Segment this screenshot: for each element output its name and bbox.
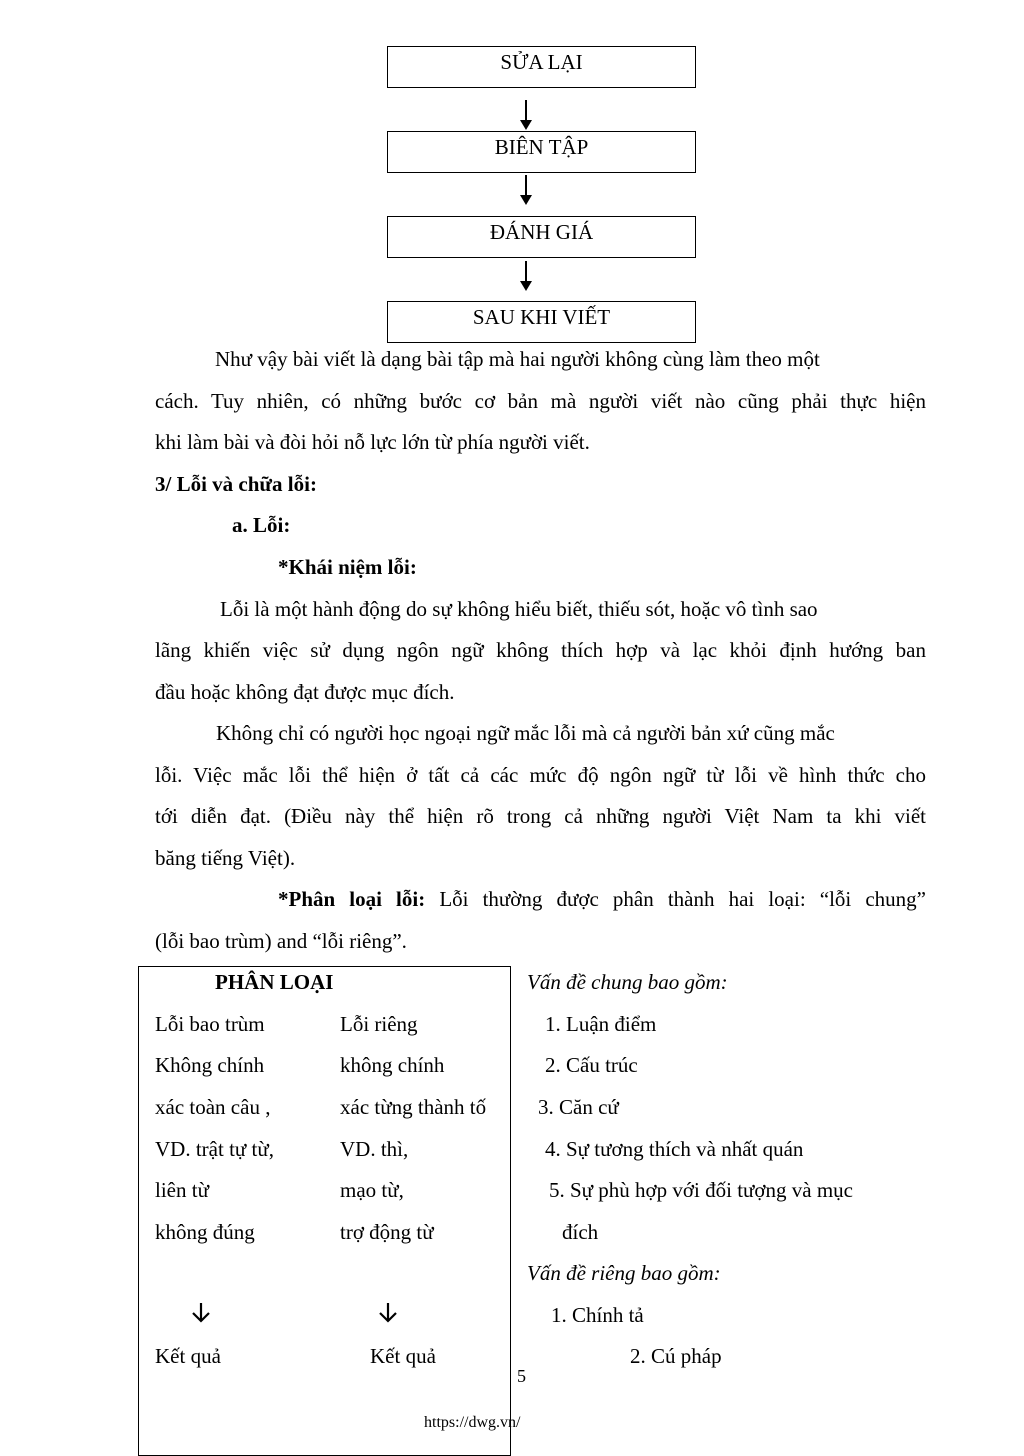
table-right-5: mạo từ, bbox=[340, 1178, 404, 1202]
footer-url: https://dwg.vn/ bbox=[424, 1414, 521, 1431]
arrow-down-icon-path bbox=[380, 1303, 396, 1321]
classify-line1-text: Lỗi thường được phân thành hai loại: “lỗi chung” bbox=[439, 887, 926, 911]
table-title: PHÂN LOẠI bbox=[215, 970, 334, 994]
table-right-6: trợ động từ bbox=[340, 1220, 434, 1244]
arrow-down-icon bbox=[377, 1301, 399, 1325]
table-left-2: Không chính bbox=[155, 1053, 265, 1077]
para3-line4: băng tiếng Việt). bbox=[155, 846, 296, 870]
para3-line2: lỗi. Việc mắc lỗi thể hiện ở tất cả các mức độ ngôn ngữ từ lỗi về hình thức cho bbox=[155, 763, 926, 787]
specific-item-2: 2. Cú pháp bbox=[630, 1344, 722, 1368]
general-item-3: 3. Căn cứ bbox=[538, 1095, 619, 1119]
para2-line1: Lỗi là một hành động do sự không hiểu biết, thiếu sót, hoặc vô tình sao bbox=[220, 597, 818, 621]
para1-line1: Như vậy bài viết là dạng bài tập mà hai người không cùng làm theo một bbox=[215, 347, 820, 371]
general-item-2: 2. Cấu trúc bbox=[545, 1053, 638, 1077]
classify-label: *Phân loại lỗi: bbox=[278, 887, 426, 911]
table-left-4: VD. trật tự từ, bbox=[155, 1137, 274, 1161]
specific-item-1: 1. Chính tả bbox=[551, 1303, 644, 1327]
table-right-4: VD. thì, bbox=[340, 1137, 409, 1161]
arrow-down-icon-path bbox=[193, 1303, 209, 1321]
classification-table bbox=[138, 966, 511, 1456]
flow-arrow-3 bbox=[525, 261, 527, 289]
general-item-5-cont: đích bbox=[562, 1220, 599, 1244]
classify-line1 bbox=[278, 886, 926, 912]
flow-box-revise: SỬA LẠI bbox=[387, 46, 696, 88]
heading-errors-correction: 3/ Lỗi và chữa lỗi: bbox=[155, 472, 317, 496]
classify-line2: (lỗi bao trùm) and “lỗi riêng”. bbox=[155, 929, 407, 953]
page-number: 5 bbox=[517, 1366, 526, 1386]
general-issues-heading: Vấn đề chung bao gồm: bbox=[527, 970, 728, 994]
para3-line3: tới diễn đạt. (Điều này thể hiện rõ trong cả những người Việt Nam ta khi viết bbox=[155, 804, 926, 828]
para1-line3: khi làm bài và đòi hỏi nỗ lực lớn từ phía người viết. bbox=[155, 430, 590, 454]
para2-line2: lãng khiến việc sử dụng ngôn ngữ không thích hợp và lạc khỏi định hướng ban bbox=[155, 638, 926, 662]
para1-line2: cách. Tuy nhiên, có những bước cơ bản mà người viết nào cũng phải thực hiện bbox=[155, 389, 926, 413]
table-right-3: xác từng thành tố bbox=[340, 1095, 487, 1119]
general-item-4: 4. Sự tương thích và nhất quán bbox=[545, 1137, 804, 1161]
flow-box-after-writing: SAU KHI VIẾT bbox=[387, 301, 696, 343]
specific-issues-heading: Vấn đề riêng bao gồm: bbox=[527, 1261, 721, 1285]
table-result-left: Kết quả bbox=[155, 1344, 221, 1368]
flow-box-evaluate: ĐÁNH GIÁ bbox=[387, 216, 696, 258]
heading-errors: a. Lỗi: bbox=[232, 513, 291, 537]
general-item-5: 5. Sự phù hợp với đối tượng và mục bbox=[549, 1178, 853, 1202]
para3-line1: Không chỉ có người học ngoại ngữ mắc lỗi mà cả người bản xứ cũng mắc bbox=[216, 721, 835, 745]
flow-arrow-2 bbox=[525, 175, 527, 203]
heading-error-concept: *Khái niệm lỗi: bbox=[278, 555, 417, 579]
table-right-1: Lỗi riêng bbox=[340, 1012, 418, 1036]
para2-line3: đầu hoặc không đạt được mục đích. bbox=[155, 680, 455, 704]
general-item-1: 1. Luận điểm bbox=[545, 1012, 657, 1036]
table-right-2: không chính bbox=[340, 1053, 445, 1077]
table-left-6: không đúng bbox=[155, 1220, 255, 1244]
arrow-down-icon bbox=[190, 1301, 212, 1325]
table-left-3: xác toàn câu , bbox=[155, 1095, 271, 1119]
table-result-right: Kết quả bbox=[370, 1344, 436, 1368]
table-left-1: Lỗi bao trùm bbox=[155, 1012, 265, 1036]
flow-box-edit: BIÊN TẬP bbox=[387, 131, 696, 173]
table-left-5: liên từ bbox=[155, 1178, 209, 1202]
flow-arrow-1 bbox=[525, 100, 527, 128]
